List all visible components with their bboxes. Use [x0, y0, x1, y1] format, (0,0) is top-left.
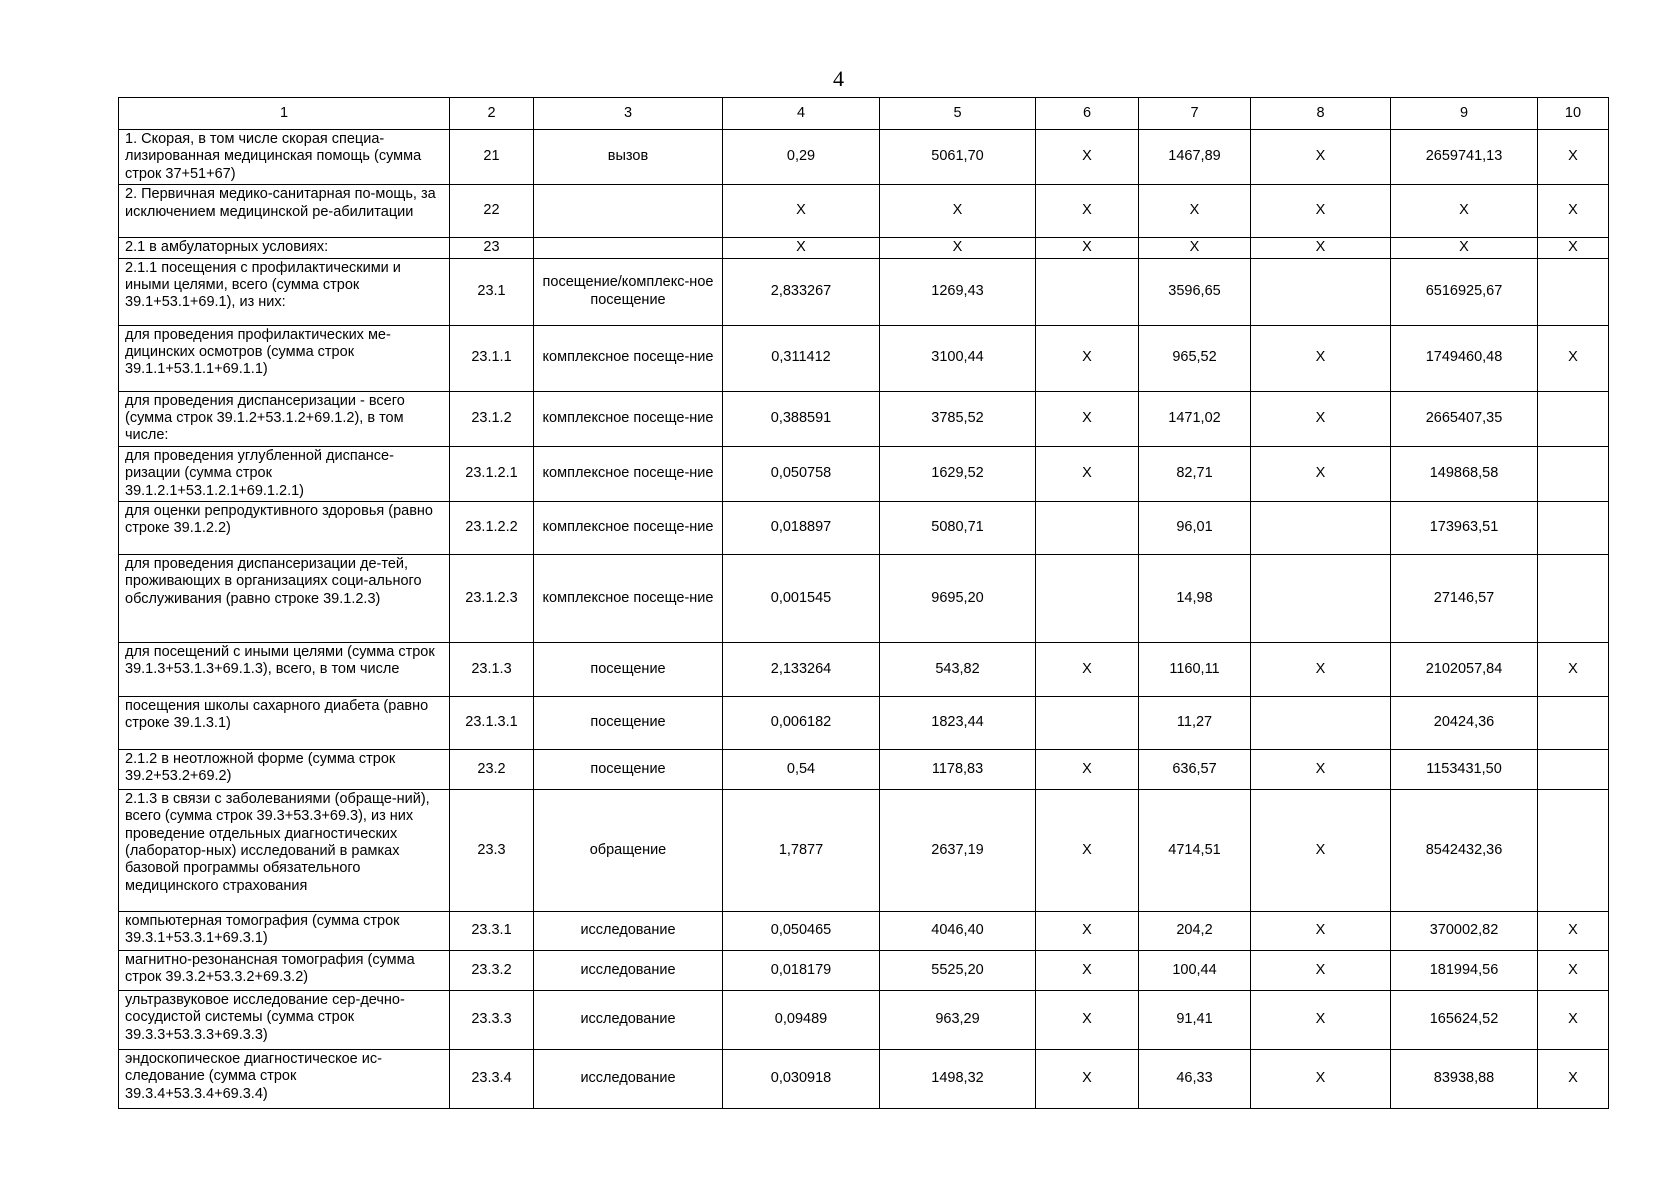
- table-row: [119, 238, 1609, 258]
- table-cell: [1251, 501, 1391, 554]
- table-cell: комплексное посеще-ние: [534, 501, 723, 554]
- table-row: [119, 554, 1609, 642]
- table-cell: 23.3.1: [450, 911, 534, 950]
- table-row: [119, 696, 1609, 749]
- table-cell: X: [880, 185, 1036, 238]
- table-cell: 27146,57: [1391, 554, 1538, 642]
- table-cell: 23.1.2.1: [450, 446, 534, 501]
- table-cell: 1269,43: [880, 258, 1036, 325]
- row-label-cell: 2.1 в амбулаторных условиях:: [119, 238, 450, 258]
- table-cell: посещение: [534, 696, 723, 749]
- table-cell: X: [1036, 446, 1139, 501]
- table-cell: X: [1036, 130, 1139, 185]
- table-cell: 82,71: [1139, 446, 1251, 501]
- table-cell: 173963,51: [1391, 501, 1538, 554]
- table-cell: X: [1538, 911, 1609, 950]
- table-cell: 23.1.2: [450, 391, 534, 446]
- table-cell: [1538, 501, 1609, 554]
- table-cell: посещение: [534, 749, 723, 789]
- table-cell: X: [1036, 642, 1139, 696]
- table-cell: 14,98: [1139, 554, 1251, 642]
- table-cell: комплексное посеще-ние: [534, 446, 723, 501]
- table-cell: X: [1251, 749, 1391, 789]
- table-cell: [1251, 696, 1391, 749]
- table-cell: X: [1036, 789, 1139, 911]
- table-cell: X: [1036, 185, 1139, 238]
- table-cell: X: [1391, 238, 1538, 258]
- table-cell: 2637,19: [880, 789, 1036, 911]
- table-cell: [1036, 554, 1139, 642]
- table-cell: 2102057,84: [1391, 642, 1538, 696]
- table-cell: 1160,11: [1139, 642, 1251, 696]
- table-cell: исследование: [534, 1049, 723, 1108]
- table-cell: X: [1251, 642, 1391, 696]
- table-cell: 204,2: [1139, 911, 1251, 950]
- header-row: [119, 98, 1609, 130]
- table-cell: X: [1036, 950, 1139, 990]
- table-cell: X: [1391, 185, 1538, 238]
- header-cell: 10: [1538, 98, 1609, 130]
- table-cell: 8542432,36: [1391, 789, 1538, 911]
- table-cell: X: [1036, 1049, 1139, 1108]
- table-cell: 23.3: [450, 789, 534, 911]
- table-cell: X: [723, 185, 880, 238]
- table-cell: 5525,20: [880, 950, 1036, 990]
- header-cell: 8: [1251, 98, 1391, 130]
- table-cell: 100,44: [1139, 950, 1251, 990]
- header-cell: 9: [1391, 98, 1538, 130]
- table-cell: X: [1251, 185, 1391, 238]
- table-cell: X: [1538, 238, 1609, 258]
- table-cell: 0,001545: [723, 554, 880, 642]
- table-cell: 165624,52: [1391, 990, 1538, 1049]
- table-cell: 4046,40: [880, 911, 1036, 950]
- table-row: [119, 789, 1609, 911]
- header-cell: 2: [450, 98, 534, 130]
- table-cell: 2659741,13: [1391, 130, 1538, 185]
- table-cell: посещение/комплекс-ное посещение: [534, 258, 723, 325]
- table-cell: [1036, 696, 1139, 749]
- table-cell: X: [1538, 130, 1609, 185]
- table-row: [119, 642, 1609, 696]
- table-cell: X: [1036, 990, 1139, 1049]
- table-cell: 370002,82: [1391, 911, 1538, 950]
- table-cell: 1498,32: [880, 1049, 1036, 1108]
- row-label-cell: для проведения углубленной диспансе-ризации (сумма строк 39.1.2.1+53.1.2.1+69.1.2.1): [119, 446, 450, 501]
- row-label-cell: для проведения диспансеризации - всего (сумма строк 39.1.2+53.1.2+69.1.2), в том числе:: [119, 391, 450, 446]
- table-cell: 2665407,35: [1391, 391, 1538, 446]
- table-cell: 96,01: [1139, 501, 1251, 554]
- table-row: [119, 130, 1609, 185]
- table-cell: 23.1.2.3: [450, 554, 534, 642]
- table-cell: X: [1251, 1049, 1391, 1108]
- table-cell: 5080,71: [880, 501, 1036, 554]
- table-cell: X: [1139, 185, 1251, 238]
- table-cell: X: [1139, 238, 1251, 258]
- table-cell: 23.3.3: [450, 990, 534, 1049]
- row-label-cell: для проведения профилактических ме-дицинских осмотров (сумма строк 39.1.1+53.1.1+69.1.1): [119, 325, 450, 391]
- table-cell: 23.2: [450, 749, 534, 789]
- row-label-cell: 2.1.3 в связи с заболеваниями (обраще-ний), всего (сумма строк 39.3+53.3+69.3), из них проведение отдельных диагностических (лаборатор-ных) исследований в рамках базовой программы обязательного медицинского страхования: [119, 789, 450, 911]
- row-label-cell: 2. Первичная медико-санитарная по-мощь, за исключением медицинской ре-абилитации: [119, 185, 450, 238]
- table-cell: [1538, 391, 1609, 446]
- table-cell: [1538, 446, 1609, 501]
- table-row: [119, 950, 1609, 990]
- row-label-cell: 1. Скорая, в том числе скорая специа-лизированная медицинская помощь (сумма строк 37+51+67): [119, 130, 450, 185]
- table-cell: 3596,65: [1139, 258, 1251, 325]
- table-cell: 0,018897: [723, 501, 880, 554]
- table-cell: 23.1.3: [450, 642, 534, 696]
- table-cell: X: [1251, 789, 1391, 911]
- table-cell: обращение: [534, 789, 723, 911]
- table-cell: X: [1036, 238, 1139, 258]
- table-cell: исследование: [534, 911, 723, 950]
- table-row: [119, 325, 1609, 391]
- table-cell: X: [1036, 391, 1139, 446]
- table-cell: 5061,70: [880, 130, 1036, 185]
- table-cell: 23.1.3.1: [450, 696, 534, 749]
- table-cell: X: [1538, 950, 1609, 990]
- table-cell: X: [723, 238, 880, 258]
- table-cell: 963,29: [880, 990, 1036, 1049]
- table-cell: [1036, 501, 1139, 554]
- table-cell: [1538, 554, 1609, 642]
- table-cell: 0,311412: [723, 325, 880, 391]
- table-cell: 3100,44: [880, 325, 1036, 391]
- row-label-cell: 2.1.2 в неотложной форме (сумма строк 39.2+53.2+69.2): [119, 749, 450, 789]
- table-cell: 2,833267: [723, 258, 880, 325]
- table-cell: X: [880, 238, 1036, 258]
- table-row: [119, 1049, 1609, 1108]
- table-cell: 0,09489: [723, 990, 880, 1049]
- table-cell: X: [1538, 325, 1609, 391]
- table-cell: 6516925,67: [1391, 258, 1538, 325]
- table-cell: X: [1036, 911, 1139, 950]
- table-cell: [1538, 258, 1609, 325]
- table-cell: 181994,56: [1391, 950, 1538, 990]
- table-cell: 0,030918: [723, 1049, 880, 1108]
- table-cell: X: [1036, 749, 1139, 789]
- page-number: 4: [833, 66, 844, 91]
- table-row: [119, 391, 1609, 446]
- table-cell: 636,57: [1139, 749, 1251, 789]
- row-label-cell: для посещений с иными целями (сумма строк 39.1.3+53.1.3+69.1.3), всего, в том числе: [119, 642, 450, 696]
- table-row: [119, 185, 1609, 238]
- table-cell: X: [1251, 238, 1391, 258]
- table-cell: посещение: [534, 642, 723, 696]
- table-cell: 23.1.1: [450, 325, 534, 391]
- table-cell: [534, 185, 723, 238]
- table-cell: 1153431,50: [1391, 749, 1538, 789]
- table-cell: 1629,52: [880, 446, 1036, 501]
- table-cell: [1251, 258, 1391, 325]
- table-cell: 1178,83: [880, 749, 1036, 789]
- table-cell: X: [1251, 391, 1391, 446]
- table-cell: 543,82: [880, 642, 1036, 696]
- table-cell: 23.3.2: [450, 950, 534, 990]
- row-label-cell: посещения школы сахарного диабета (равно строке 39.1.3.1): [119, 696, 450, 749]
- table-cell: [1251, 554, 1391, 642]
- table-cell: [1538, 749, 1609, 789]
- table-cell: X: [1251, 446, 1391, 501]
- table-cell: 1749460,48: [1391, 325, 1538, 391]
- table-cell: 149868,58: [1391, 446, 1538, 501]
- table-cell: 0,050465: [723, 911, 880, 950]
- table-cell: X: [1538, 1049, 1609, 1108]
- header-cell: 6: [1036, 98, 1139, 130]
- table-cell: 4714,51: [1139, 789, 1251, 911]
- table-cell: [1538, 696, 1609, 749]
- header-cell: 7: [1139, 98, 1251, 130]
- row-label-cell: 2.1.1 посещения с профилактическими и иными целями, всего (сумма строк 39.1+53.1+69.1), из них:: [119, 258, 450, 325]
- table-cell: 9695,20: [880, 554, 1036, 642]
- table-cell: исследование: [534, 950, 723, 990]
- table-cell: 11,27: [1139, 696, 1251, 749]
- table-cell: 23.1: [450, 258, 534, 325]
- table-row: [119, 258, 1609, 325]
- row-label-cell: для оценки репродуктивного здоровья (равно строке 39.1.2.2): [119, 501, 450, 554]
- table-cell: X: [1251, 990, 1391, 1049]
- table-cell: 0,388591: [723, 391, 880, 446]
- table-cell: вызов: [534, 130, 723, 185]
- table-cell: [1036, 258, 1139, 325]
- table-row: [119, 501, 1609, 554]
- table-cell: 0,54: [723, 749, 880, 789]
- table-cell: комплексное посеще-ние: [534, 325, 723, 391]
- header-cell: 5: [880, 98, 1036, 130]
- table-cell: X: [1251, 911, 1391, 950]
- table-cell: X: [1251, 130, 1391, 185]
- table-row: [119, 446, 1609, 501]
- header-cell: 1: [119, 98, 450, 130]
- table-cell: 22: [450, 185, 534, 238]
- table-cell: 20424,36: [1391, 696, 1538, 749]
- row-label-cell: для проведения диспансеризации де-тей, проживающих в организациях соци-ального обслуживания (равно строке 39.1.2.3): [119, 554, 450, 642]
- table-cell: X: [1251, 950, 1391, 990]
- table-cell: [534, 238, 723, 258]
- data-table: [118, 97, 1609, 1109]
- table-cell: 1467,89: [1139, 130, 1251, 185]
- table-cell: 965,52: [1139, 325, 1251, 391]
- table-row: [119, 990, 1609, 1049]
- table-cell: 1471,02: [1139, 391, 1251, 446]
- table-cell: [1538, 789, 1609, 911]
- row-label-cell: ультразвуковое исследование сер-дечно-сосудистой системы (сумма строк 39.3.3+53.3.3+69.3.3): [119, 990, 450, 1049]
- table-cell: 0,050758: [723, 446, 880, 501]
- table-cell: 21: [450, 130, 534, 185]
- table-row: [119, 749, 1609, 789]
- table-cell: 1823,44: [880, 696, 1036, 749]
- table-cell: X: [1538, 185, 1609, 238]
- row-label-cell: компьютерная томография (сумма строк 39.3.1+53.3.1+69.3.1): [119, 911, 450, 950]
- table-cell: 23.1.2.2: [450, 501, 534, 554]
- header-cell: 3: [534, 98, 723, 130]
- table-cell: 1,7877: [723, 789, 880, 911]
- table-cell: X: [1538, 990, 1609, 1049]
- table-cell: 83938,88: [1391, 1049, 1538, 1108]
- table-cell: 91,41: [1139, 990, 1251, 1049]
- table-cell: комплексное посеще-ние: [534, 554, 723, 642]
- row-label-cell: магнитно-резонансная томография (сумма строк 39.3.2+53.3.2+69.3.2): [119, 950, 450, 990]
- table-cell: исследование: [534, 990, 723, 1049]
- table-cell: 2,133264: [723, 642, 880, 696]
- table-cell: 23: [450, 238, 534, 258]
- table-cell: комплексное посеще-ние: [534, 391, 723, 446]
- row-label-cell: эндоскопическое диагностическое ис-следование (сумма строк 39.3.4+53.3.4+69.3.4): [119, 1049, 450, 1108]
- table-cell: 3785,52: [880, 391, 1036, 446]
- table-cell: X: [1036, 325, 1139, 391]
- table-cell: 0,006182: [723, 696, 880, 749]
- table-cell: 46,33: [1139, 1049, 1251, 1108]
- table-cell: 0,29: [723, 130, 880, 185]
- table-cell: 23.3.4: [450, 1049, 534, 1108]
- table-cell: X: [1538, 642, 1609, 696]
- header-cell: 4: [723, 98, 880, 130]
- table-cell: X: [1251, 325, 1391, 391]
- table-cell: 0,018179: [723, 950, 880, 990]
- table-row: [119, 911, 1609, 950]
